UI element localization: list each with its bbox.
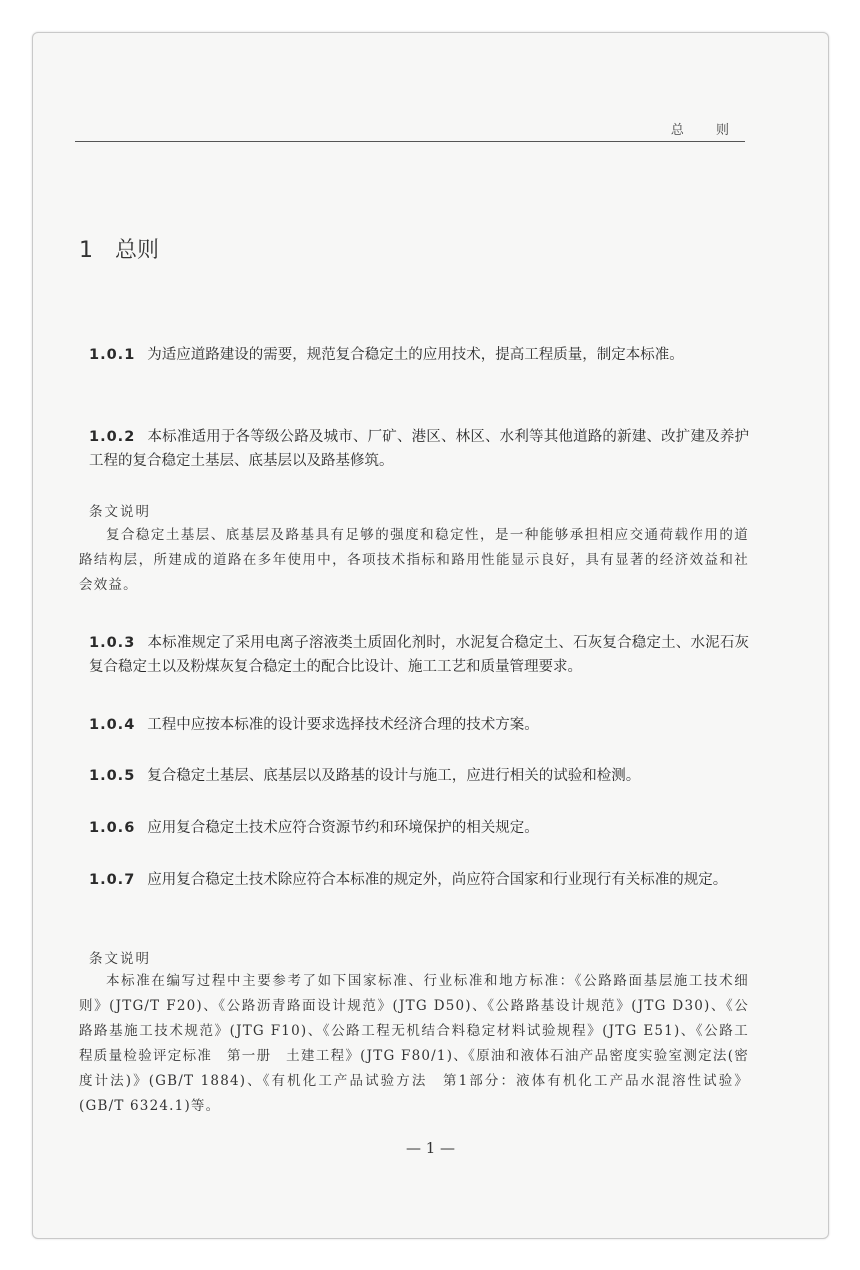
clause-text: 应用复合稳定土技术应符合资源节约和环境保护的相关规定。 bbox=[147, 820, 539, 836]
clause-1-0-4 bbox=[89, 713, 749, 737]
clause-1-0-2 bbox=[89, 425, 749, 473]
running-header-title: 总 则 bbox=[670, 123, 743, 138]
clause-1-0-7 bbox=[89, 868, 749, 892]
clause-number: 1.0.2 bbox=[89, 429, 136, 445]
clause-number: 1.0.3 bbox=[89, 635, 136, 651]
clause-1-0-5 bbox=[89, 764, 749, 788]
clause-number: 1.0.7 bbox=[89, 872, 136, 888]
clause-number: 1.0.5 bbox=[89, 768, 136, 784]
clause-text: 本标准规定了采用电离子溶液类土质固化剂时，水泥复合稳定土、石灰复合稳定土、水泥石灰复合稳定土以及粉煤灰复合稳定土的配合比设计、施工工艺和质量管理要求。 bbox=[89, 635, 749, 675]
clause-1-0-6 bbox=[89, 816, 749, 840]
clause-text: 复合稳定土基层、底基层以及路基的设计与施工，应进行相关的试验和检测。 bbox=[147, 768, 641, 784]
chapter-number: 1 bbox=[79, 238, 93, 263]
clause-1-0-3 bbox=[89, 631, 749, 679]
running-header bbox=[75, 119, 745, 142]
explanation-title: 条文说明 bbox=[89, 504, 151, 520]
clause-text: 本标准适用于各等级公路及城市、厂矿、港区、林区、水利等其他道路的新建、改扩建及养护工程的复合稳定土基层、底基层以及路基修筑。 bbox=[89, 429, 749, 469]
chapter-title bbox=[79, 233, 159, 264]
clause-text: 为适应道路建设的需要，规范复合稳定土的应用技术，提高工程质量，制定本标准。 bbox=[147, 347, 684, 363]
explanation-title: 条文说明 bbox=[89, 951, 151, 967]
clause-number: 1.0.4 bbox=[89, 717, 136, 733]
chapter-title-text: 总则 bbox=[115, 238, 160, 263]
clause-number: 1.0.6 bbox=[89, 820, 136, 836]
explanation-text: 本标准在编写过程中主要参考了如下国家标准、行业标准和地方标准：《公路路面基层施工技术细则》(JTG/T F20)、《公路沥青路面设计规范》(JTG D50)、《公路路基设计规范》(JTG D30)、《公路路基施工技术规范》(JTG F10)、《公路工程无机结合料稳定材料试验规程》(JTG E51)、《公路工程质量检验评定标准 第一册 土建工程》(JTG F80/1)、《原油和液体石油产品密度实验室测定法(密度计法)》(GB/T 1884)、《有机化工产品试验方法 第1部分：液体有机化工产品水混溶性试验》(GB/T 6324.1)等。 bbox=[79, 973, 749, 1114]
clause-text: 应用复合稳定土技术除应符合本标准的规定外，尚应符合国家和行业现行有关标准的规定。 bbox=[147, 872, 728, 888]
explanation-text: 复合稳定土基层、底基层及路基具有足够的强度和稳定性，是一种能够承担相应交通荷载作用的道路结构层，所建成的道路在多年使用中，各项技术指标和路用性能显示良好，具有显著的经济效益和社会效益。 bbox=[79, 527, 749, 593]
clause-number: 1.0.1 bbox=[89, 347, 136, 363]
clause-text: 工程中应按本标准的设计要求选择技术经济合理的技术方案。 bbox=[147, 717, 539, 733]
document-page bbox=[32, 32, 829, 1239]
page-number: — 1 — bbox=[405, 1139, 456, 1157]
clause-1-0-1 bbox=[89, 343, 749, 367]
